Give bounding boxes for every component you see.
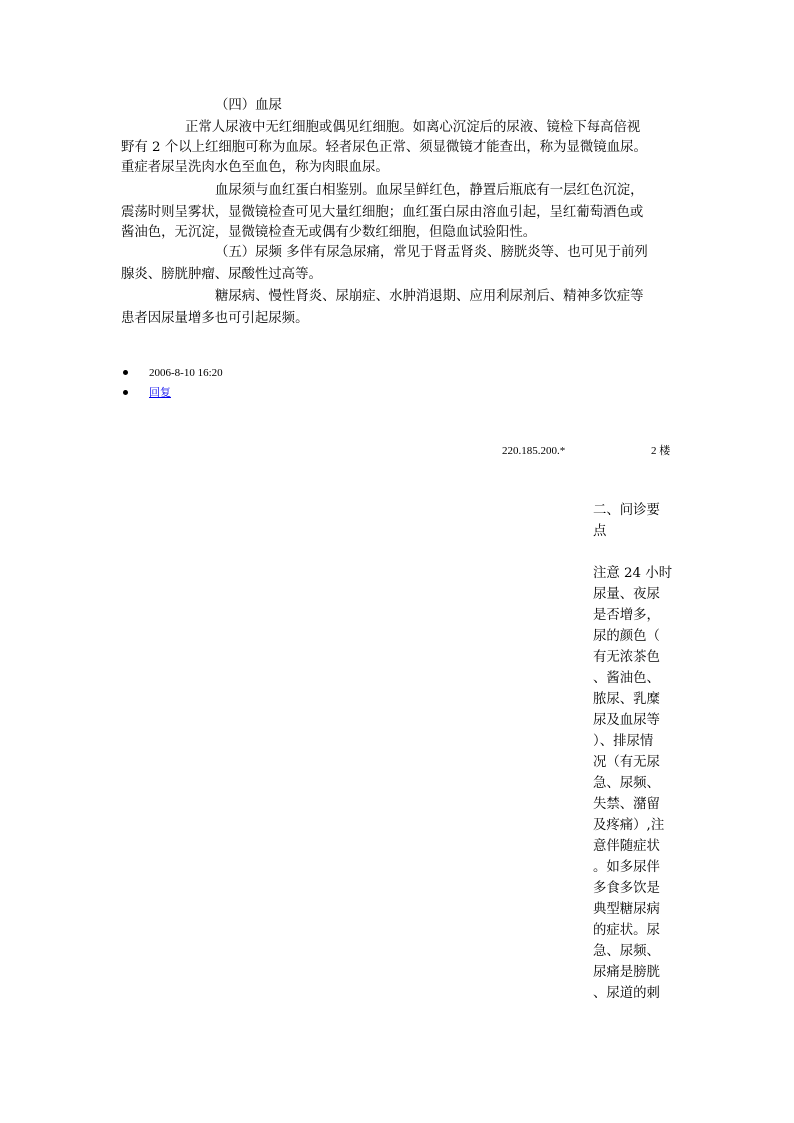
column-line: 尿量、夜尿 [593,587,660,602]
paragraph-line: 正常人尿液中无红细胞或偶见红细胞。如离心沉淀后的尿液、镜检下每高倍视 [185,120,641,135]
narrow-post-column [593,500,673,1004]
post-timestamp: 2006-8-10 16:20 [149,367,223,379]
column-line: 急、尿频、 [593,776,660,791]
reply-link[interactable]: 回复 [149,387,171,399]
column-line: 、尿道的刺 [593,986,660,1001]
paragraph-line: 野有 2 个以上红细胞可称为血尿。轻者尿色正常、须显微镜才能查出，称为显微镜血尿。 [121,140,647,155]
column-spacer [593,542,667,563]
floor-number: 2 楼 [651,445,671,457]
column-line: 尿的颜色（ [593,629,660,644]
paragraph-line: 腺炎、膀胱肿瘤、尿酸性过高等。 [121,267,322,282]
bullet-icon [123,370,128,375]
column-line: 尿痛是膀胱 [593,965,660,980]
paragraph-line: 血尿须与血红蛋白相鉴别。血尿呈鲜红色，静置后瓶底有一层红色沉淀， [215,183,644,198]
paragraph-line: 震荡时则呈雾状，显微镜检查可见大量红细胞；血红蛋白尿由溶血引起，呈红葡萄酒色或 [121,205,644,220]
paragraph-line: 酱油色，无沉淀，显微镜检查无或偶有少数红细胞，但隐血试验阳性。 [121,225,537,240]
column-line: 二、问诊要 [593,503,660,518]
column-line: 多食多饮是 [593,881,660,896]
column-line: 急、尿频、 [593,944,660,959]
column-line: 的症状。尿 [593,923,660,938]
column-line: 。如多尿伴 [593,860,660,875]
column-line: 注意 24 小时 [593,566,673,581]
column-line: 况（有无尿 [593,755,660,770]
column-line: 点 [593,524,607,539]
column-line: 脓尿、乳糜 [593,692,660,707]
column-line: 尿及血尿等 [593,713,660,728]
column-line: 意伴随症状 [593,839,660,854]
column-line: 是否增多， [593,608,660,623]
poster-ip: 220.185.200.* [502,445,566,457]
column-line: 有无浓茶色 [593,650,660,665]
column-line: 及疼痛）,注 [593,818,665,833]
paragraph-line: 患者因尿量增多也可引起尿频。 [121,311,309,326]
column-line: ）、排尿情 [593,734,654,749]
column-line: 失禁、潴留 [593,797,660,812]
paragraph-line: 重症者尿呈洗肉水色至血色，称为肉眼血尿。 [121,160,389,175]
column-line: 典型糖尿病 [593,902,660,917]
section-heading-frequency: （五）尿频 多伴有尿急尿痛，常见于肾盂肾炎、膀胱炎等、也可见于前列 [215,245,648,260]
bullet-icon [123,390,128,395]
section-heading-hematuria: （四）血尿 [215,98,282,113]
paragraph-line: 糖尿病、慢性肾炎、尿崩症、水肿消退期、应用利尿剂后、精神多饮症等 [215,289,644,304]
column-line: 、酱油色、 [593,671,660,686]
